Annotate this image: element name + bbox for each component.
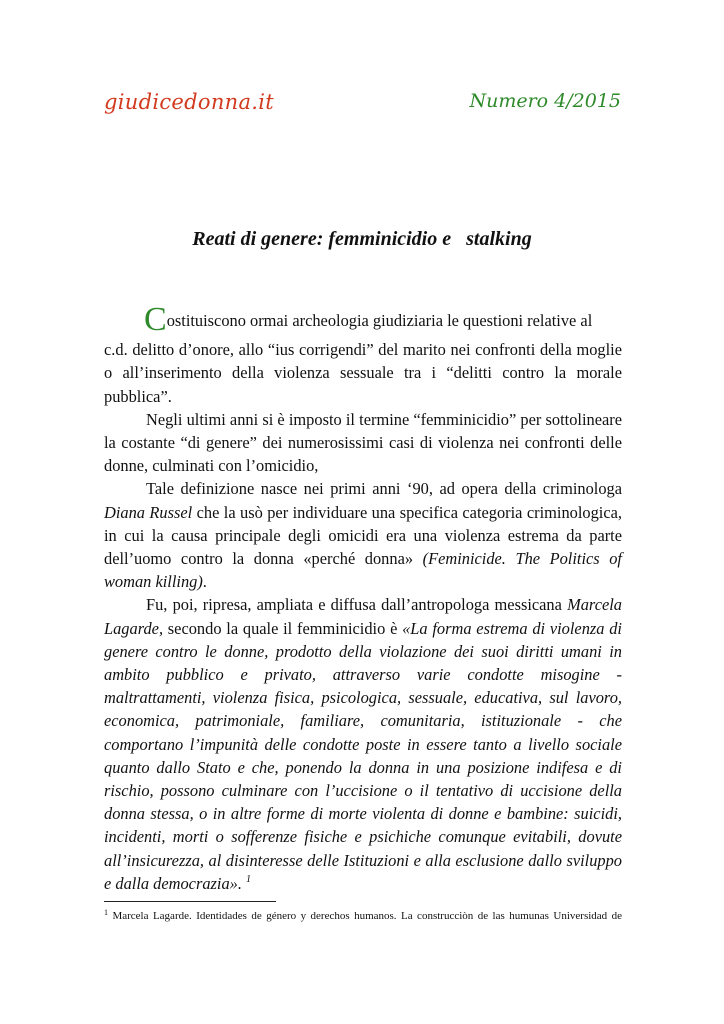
- article-body: [104, 301, 622, 895]
- author-name-lagarde: Marcela Lagarde,: [104, 595, 622, 638]
- site-name: giudicedonna.it: [104, 90, 275, 114]
- lagarde-quote: «La forma estrema di violenza di genere contro le donne, prodotto della violazione dei suoi diritti umani in ambito pubblico e privato, attraverso varie condotte misogine - maltrattamenti, violenza fisica, psicologica, sessuale, educativa, sul lavoro, economica, patrimoniale, familiare, comunitaria, istituzionale - che comportano l’impunità delle condotte poste in essere tanto a livello sociale quanto dallo Stato e che, ponendo la donna in una posizione indifesa e di rischio, possono culminare con l’uccisione o il tentativo di uccisione della donna stessa, o in altre forme di morte violenta di donne e bambine: suicidi, incidenti, morti o sofferenze fisiche e psichiche comunque evitabili, dovute all’insicurezza, al disinteresse delle Istituzioni e alla esclusione dallo sviluppo e dalla democrazia».: [104, 618, 622, 893]
- paragraph-3-end: .: [202, 572, 207, 592]
- footnote-text: Marcela Lagarde. Identidades de género y derechos humanos. La construcciòn de las humunas Universidad de: [112, 910, 623, 922]
- paragraph-2: Negli ultimi anni si è imposto il termine “femminicidio” per sottolineare la costante “di genere” dei numerosissimi casi di violenza nei confronti delle donne, culminati con l’omicidio,: [104, 409, 622, 476]
- paragraph-4-text-cont: secondo la quale il femminicidio è: [163, 618, 403, 638]
- paragraph-4: [104, 593, 622, 895]
- cited-work-title: (Feminicide. The Politics of woman killing): [104, 549, 622, 592]
- paragraph-3-text: Tale definizione nasce nei primi anni ‘90, ad opera della criminologa: [146, 479, 622, 499]
- footnote-number: 1: [104, 908, 108, 917]
- article-title: Reati di genere: femminicidio e stalking: [192, 228, 532, 250]
- drop-cap: C: [144, 301, 167, 338]
- paragraph-4-text: Fu, poi, ripresa, ampliata e diffusa dall’antropologa messicana: [146, 595, 568, 615]
- paragraph-1-rest: c.d. delitto d’onore, allo “ius corrigendi” del marito nei confronti della moglie o all’inserimento della violenza sessuale tra i “delitti contro la morale pubblica”.: [104, 340, 622, 406]
- paragraph-3: [104, 477, 622, 593]
- issue-number: Numero 4/2015: [469, 90, 621, 112]
- paragraph-3-text-cont: che la usò per individuare una specifica categoria criminologica, in cui la causa principale degli omicidi era una violenza estrema da parte dell’uomo contro la donna «perché donna»: [104, 502, 622, 569]
- footnote: [104, 906, 622, 923]
- paragraph-1: [104, 301, 622, 408]
- footnote-ref[interactable]: 1: [246, 873, 252, 885]
- footnote-divider: [104, 901, 276, 902]
- paragraph-1-first-line: ostituiscono ormai archeologia giudiziaria le questioni relative al: [166, 311, 593, 330]
- author-name-russel: Diana Russel: [104, 502, 193, 522]
